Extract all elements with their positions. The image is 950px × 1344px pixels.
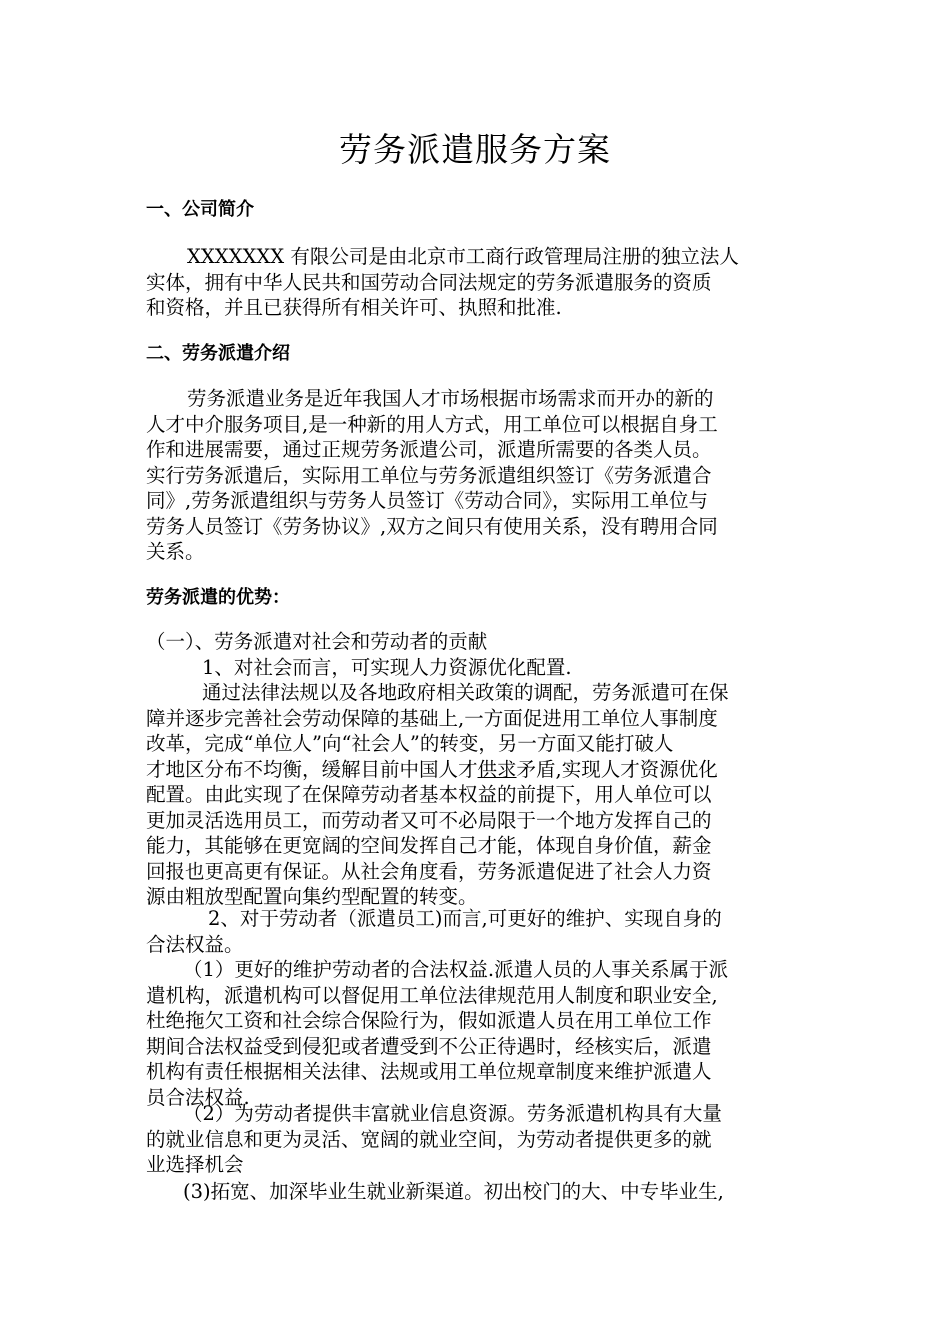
point-3-paragraph <box>146 1179 806 1205</box>
text-line: 人才中介服务项目,是一种新的用人方式，用工单位可以根据自身工 <box>146 412 718 436</box>
text-line: 1、对社会而言，可实现人力资源优化配置. <box>202 655 572 679</box>
underlined-term: 供求 <box>477 757 517 781</box>
worker-rights-paragraph <box>146 906 806 957</box>
text-line: XXXXXXX 有限公司是由北京市工商行政管理局注册的独立法人 <box>187 245 739 268</box>
text-line: 源由粗放型配置向集约型配置的转变。 <box>146 885 478 908</box>
text-line: 作和进展需要，通过正规劳务派遣公司，派遣所需要的各类人员。 <box>146 438 712 461</box>
text-line: 业选择机会 <box>146 1153 244 1176</box>
text-line: （2）为劳动者提供丰富就业信息资源。劳务派遣机构具有大量 <box>183 1102 722 1125</box>
company-intro-paragraph <box>146 244 806 321</box>
text-line: 遣机构，派遣机构可以督促用工单位法律规范用人制度和职业安全, <box>146 983 718 1007</box>
text-line: 关系。 <box>146 540 205 563</box>
section-heading-advantages: 劳务派遣的优势： <box>146 587 290 608</box>
text-line: 配置。由此实现了在保障劳动者基本权益的前提下，用人单位可以 <box>146 783 712 806</box>
point-1-paragraph <box>146 957 806 1110</box>
section-heading-company-intro: 一、公司简介 <box>146 199 254 220</box>
text-line: 回报也更高更有保证。从社会角度看，劳务派遣促进了社会人力资 <box>146 859 712 883</box>
text-line: 通过法律法规以及各地政府相关政策的调配，劳务派遣可在保 <box>202 681 729 704</box>
text-line: 同》,劳务派遣组织与劳务人员签订《劳动合同》，实际用工单位与 <box>146 489 708 512</box>
text-line: 机构有责任根据相关法律、法规或用工单位规章制度来维护派遣人 <box>146 1060 712 1083</box>
subsection-heading-contribution <box>146 629 806 680</box>
text-line: 和资格，并且已获得所有相关许可、执照和批准. <box>146 296 562 319</box>
text-segment: 矛盾,实现人才资源优化 <box>516 757 718 781</box>
dispatch-intro-paragraph <box>146 386 806 565</box>
section-heading-dispatch-intro: 二、劳务派遣介绍 <box>146 343 290 364</box>
text-line: 能力，其能够在更宽阔的空间发挥自己才能，体现自身价值，薪金 <box>146 834 712 857</box>
text-line: （1）更好的维护劳动者的合法权益.派遣人员的人事关系属于派 <box>183 958 729 981</box>
text-line: 实行劳务派遣后，实际用工单位与劳务派遣组织签订《劳务派遣合 <box>146 463 712 487</box>
text-line: 劳务人员签订《劳务协议》,双方之间只有使用关系，没有聘用合同 <box>146 514 718 538</box>
text-line: 的就业信息和更为灵活、宽阔的就业空间，为劳动者提供更多的就 <box>146 1127 712 1151</box>
document-title: 劳务派遣服务方案 <box>339 130 611 169</box>
text-line: 实体，拥有中华人民共和国劳动合同法规定的劳务派遣服务的资质 <box>146 270 712 294</box>
point-2-paragraph <box>146 1101 806 1178</box>
text-line: 劳务派遣业务是近年我国人才市场根据市场需求而开办的新的 <box>187 387 714 410</box>
social-optimization-paragraph <box>146 680 806 910</box>
text-line: 期间合法权益受到侵犯或者遭受到不公正待遇时，经核实后，派遣 <box>146 1034 712 1058</box>
text-line: 2、对于劳动者（派遣员工)而言,可更好的维护、实现自身的 <box>208 907 722 930</box>
text-line: 合法权益。 <box>146 932 244 956</box>
text-line: 杜绝拖欠工资和社会综合保险行为，假如派遣人员在用工单位工作 <box>146 1009 712 1032</box>
text-line: （一）、劳务派遣对社会和劳动者的贡献 <box>146 630 488 653</box>
text-line: 更加灵活选用员工，而劳动者又可不必局限于一个地方发挥自己的 <box>146 808 712 832</box>
text-line: 员合法权益. <box>146 1085 250 1109</box>
text-line: 改革，完成“单位人”向“社会人”的转变，另一方面又能打破人 <box>146 732 674 755</box>
text-line: (3)拓宽、加深毕业生就业新渠道。初出校门的大、中专毕业生, <box>183 1180 724 1203</box>
text-line: 障并逐步完善社会劳动保障的基础上,一方面促进用工单位人事制度 <box>146 706 718 730</box>
text-segment: 才地区分布不均衡，缓解目前中国人才 <box>146 757 478 781</box>
text-line <box>146 757 806 783</box>
